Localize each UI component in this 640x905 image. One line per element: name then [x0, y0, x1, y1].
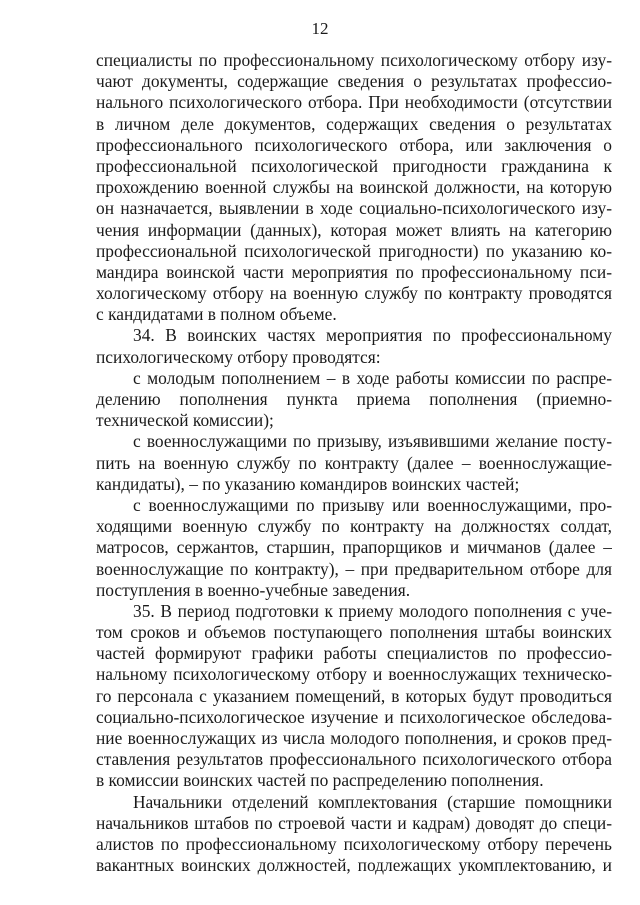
text-line: 34. В воинских частях мероприятия по профессиональному [133, 325, 612, 346]
text-line: военнослужащие по контракту), – при предварительном отборе для [96, 558, 612, 579]
text-line: го персонала с указанием помещений, в которых будут проводиться [96, 685, 612, 706]
text-line: технической комиссии); [96, 410, 274, 431]
text-line: Начальники отделений комплектования (старшие помощники [133, 791, 612, 812]
text-line: с военнослужащими по призыву или военнослужащими, про- [133, 494, 612, 515]
text-line: с военнослужащими по призыву, изъявившими желание посту- [133, 431, 612, 452]
text-line: специалисты по профессиональному психологическому отбору изу- [96, 50, 612, 70]
text-line: частей формируют графики работы специалистов по профессио- [96, 643, 612, 664]
text-line: вакантных воинских должностей, подлежащих укомплектованию, и [96, 855, 612, 876]
text-line: начальников штабов по строевой части и кадрам) доводят до специ- [96, 812, 612, 833]
text-line: с кандидатами в полном объеме. [96, 304, 337, 325]
text-line: кандидаты), – по указанию командиров воинских частей; [96, 473, 520, 494]
text-line: том сроков и объемов поступающего пополнения штабы воинских [96, 622, 612, 643]
text-line: он назначается, выявлении в ходе социально-психологического изу- [96, 198, 612, 219]
text-line: социально-психологическое изучение и психологическое обследова- [96, 706, 612, 727]
text-line: в личном деле документов, содержащих сведения о результатах [96, 113, 612, 134]
text-line: профессиональной психологической пригодности гражданина к [96, 155, 612, 176]
text-line: нальному психологическому отбору и военнослужащих техническо- [96, 664, 612, 685]
text-line: ходящими военную службу по контракту на должностях солдат, [96, 516, 612, 537]
text-line: пить на военную службу по контракту (далее – военнослужащие- [96, 452, 612, 473]
text-line: психологическому отбору проводятся: [96, 346, 381, 367]
document-body [96, 50, 612, 876]
text-line: делению пополнения пункта приема пополнения (приемно- [96, 389, 612, 409]
text-line: алистов по профессиональному психологическому отбору перечень [96, 833, 612, 854]
text-line: чают документы, содержащие сведения о результатах профессио- [96, 71, 612, 92]
text-line: профессиональной психологической пригодности) по указанию ко- [96, 240, 612, 261]
text-line: прохождению военной службы на воинской должности, на которую [96, 177, 612, 198]
text-line: поступления в военно-учебные заведения. [96, 579, 411, 600]
text-line: в комиссии воинских частей по распределению пополнения. [96, 770, 544, 791]
text-line: профессионального психологического отбора, или заключения о [96, 134, 612, 155]
text-line: нального психологического отбора. При необходимости (отсутствии [96, 92, 612, 113]
text-line: ние военнослужащих из числа молодого пополнения, и сроков пред- [96, 728, 612, 748]
text-line: чения информации (данных), которая может влиять на категорию [96, 219, 612, 240]
text-line: 35. В период подготовки к приему молодого пополнения с уче- [133, 600, 612, 621]
text-line: матросов, сержантов, старшин, прапорщиков и мичманов (далее – [96, 537, 612, 558]
text-line: мандира воинской части мероприятия по профессиональному пси- [96, 261, 612, 282]
text-line: хологическому отбору на военную службу по контракту проводятся [96, 283, 612, 304]
text-line: с молодым пополнением – в ходе работы комиссии по распре- [133, 367, 612, 388]
page-number: 12 [311, 19, 329, 38]
text-line: ставления результатов профессионального психологического отбора [96, 749, 612, 770]
